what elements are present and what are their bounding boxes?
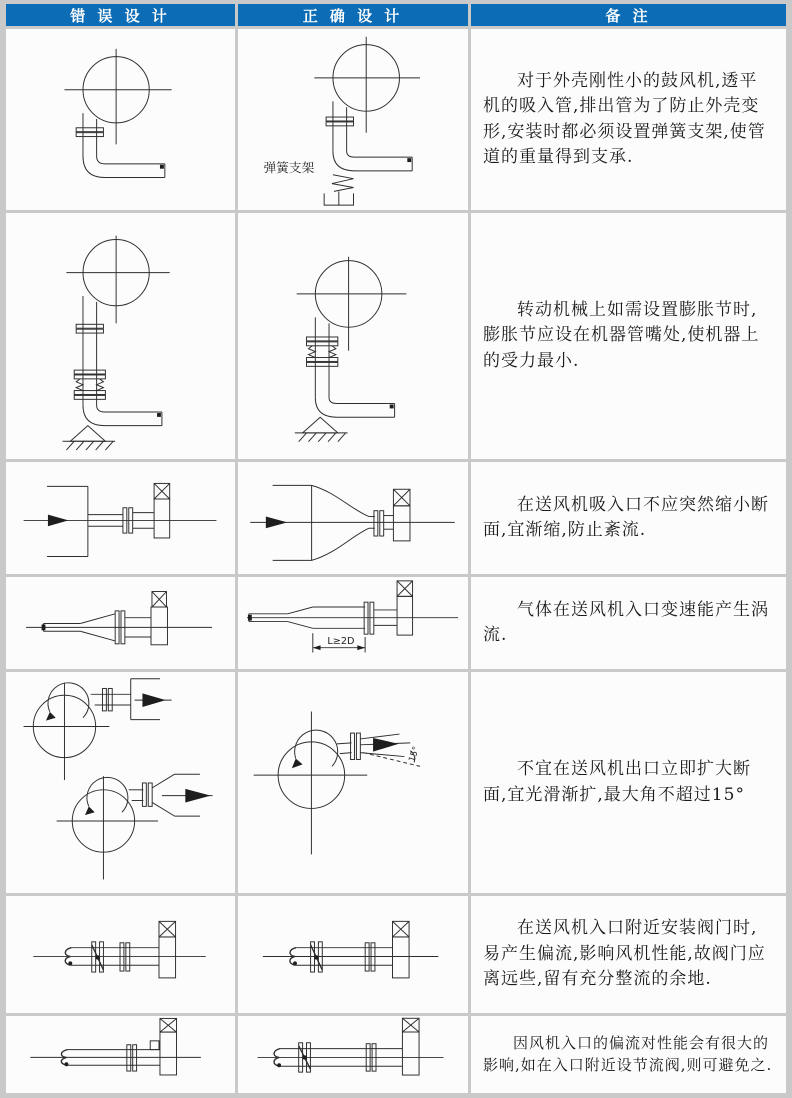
row7-correct-diagram bbox=[238, 1016, 468, 1093]
elbow-outlet bbox=[315, 398, 394, 418]
spring-support-label: 弹簧支架 bbox=[263, 159, 315, 175]
spring-support-symbol bbox=[324, 175, 353, 205]
fan-machine-symbol bbox=[154, 483, 170, 538]
remark-text: 在送风机吸入口不应突然缩小断面,宜渐缩,防止紊流. bbox=[483, 494, 769, 540]
dimension bbox=[313, 633, 365, 652]
remark-text: 因风机入口的偏流对性能会有很大的影响,如在入口附近设节流阀,则可避免之. bbox=[483, 1033, 773, 1074]
remark-text: 气体在送风机入口变速能产生涡流. bbox=[483, 599, 769, 645]
support-foot bbox=[295, 417, 348, 441]
row4-wrong-diagram bbox=[6, 577, 235, 669]
smooth-reducer bbox=[312, 485, 375, 560]
elbow-outlet bbox=[83, 405, 162, 425]
row5-correct-diagram bbox=[238, 672, 468, 893]
row1-wrong-diagram bbox=[6, 29, 235, 210]
row1-correct-diagram bbox=[238, 29, 468, 210]
fan-machine-symbol bbox=[397, 581, 412, 635]
pipe-down bbox=[76, 296, 103, 405]
row7-wrong-diagram bbox=[6, 1016, 235, 1093]
fan-volute-top bbox=[24, 683, 110, 780]
fan-machine-symbol bbox=[160, 1018, 177, 1075]
remark-text: 对于外壳刚性小的鼓风机,透平机的吸入管,排出管为了防止外壳变形,安装时都必须设置弹簧支架,使管道的重量得到支承. bbox=[483, 70, 766, 167]
flange bbox=[374, 511, 393, 536]
fan-machine-symbol bbox=[151, 592, 167, 645]
inlet-pipe bbox=[61, 1050, 160, 1067]
remark-text: 在送风机入口附近安装阀门时,易产生偏流,影响风机性能,故阀门应离远些,留有充分整流的余地. bbox=[483, 918, 766, 990]
row3-wrong-diagram bbox=[6, 462, 235, 574]
angle-annotation bbox=[408, 745, 422, 763]
angle-label: 15° bbox=[407, 745, 422, 764]
header-remark: 备 注 bbox=[471, 4, 786, 26]
row1-remark bbox=[471, 29, 786, 210]
row6-remark bbox=[471, 896, 786, 1013]
expansion-joint-at-nozzle bbox=[307, 317, 338, 397]
nozzle-box bbox=[150, 1041, 159, 1050]
row3-remark bbox=[471, 462, 786, 574]
inlet-pipe bbox=[274, 1049, 402, 1068]
row5-wrong-diagram bbox=[6, 672, 235, 893]
row5-remark bbox=[471, 672, 786, 893]
fan-machine-symbol bbox=[392, 921, 409, 978]
flow-arrow bbox=[266, 517, 287, 529]
pipe-down-elbow bbox=[326, 101, 412, 170]
fan-machine-symbol bbox=[159, 921, 176, 978]
row2-wrong-diagram bbox=[6, 213, 235, 459]
row6-correct-diagram bbox=[238, 896, 468, 1013]
support-foot bbox=[63, 426, 116, 450]
row6-wrong-diagram bbox=[6, 896, 235, 1013]
header-correct-design: 正 确 设 计 bbox=[238, 4, 468, 26]
remark-text: 转动机械上如需设置膨胀节时,膨胀节应设在机器管嘴处,使机器上的受力最小. bbox=[483, 299, 760, 371]
outlet-steep-cone bbox=[129, 774, 213, 816]
remark-text: 不宜在送风机出口立即扩大断面,宜光滑渐扩,最大角不超过15° bbox=[483, 759, 751, 805]
fan-machine-symbol bbox=[402, 1018, 419, 1075]
outlet-abrupt-expansion bbox=[91, 679, 172, 720]
flow-arrow bbox=[48, 515, 68, 527]
fan-machine-symbol bbox=[393, 489, 410, 541]
flange bbox=[364, 602, 397, 634]
row4-remark bbox=[471, 577, 786, 669]
row4-correct-diagram bbox=[238, 577, 468, 669]
flange bbox=[127, 1045, 137, 1071]
fan-casing bbox=[64, 49, 171, 144]
fan-casing bbox=[314, 37, 420, 133]
fan-casing bbox=[66, 236, 169, 324]
outlet-gradual-expansion bbox=[337, 733, 420, 766]
row3-correct-diagram bbox=[238, 462, 468, 574]
row2-remark bbox=[471, 213, 786, 459]
row7-remark bbox=[471, 1016, 786, 1093]
expansion-joint bbox=[74, 370, 105, 399]
dimension-label: L≥2D bbox=[327, 635, 355, 647]
header-wrong-design: 错 误 设 计 bbox=[6, 4, 235, 26]
row2-correct-diagram bbox=[238, 213, 468, 459]
